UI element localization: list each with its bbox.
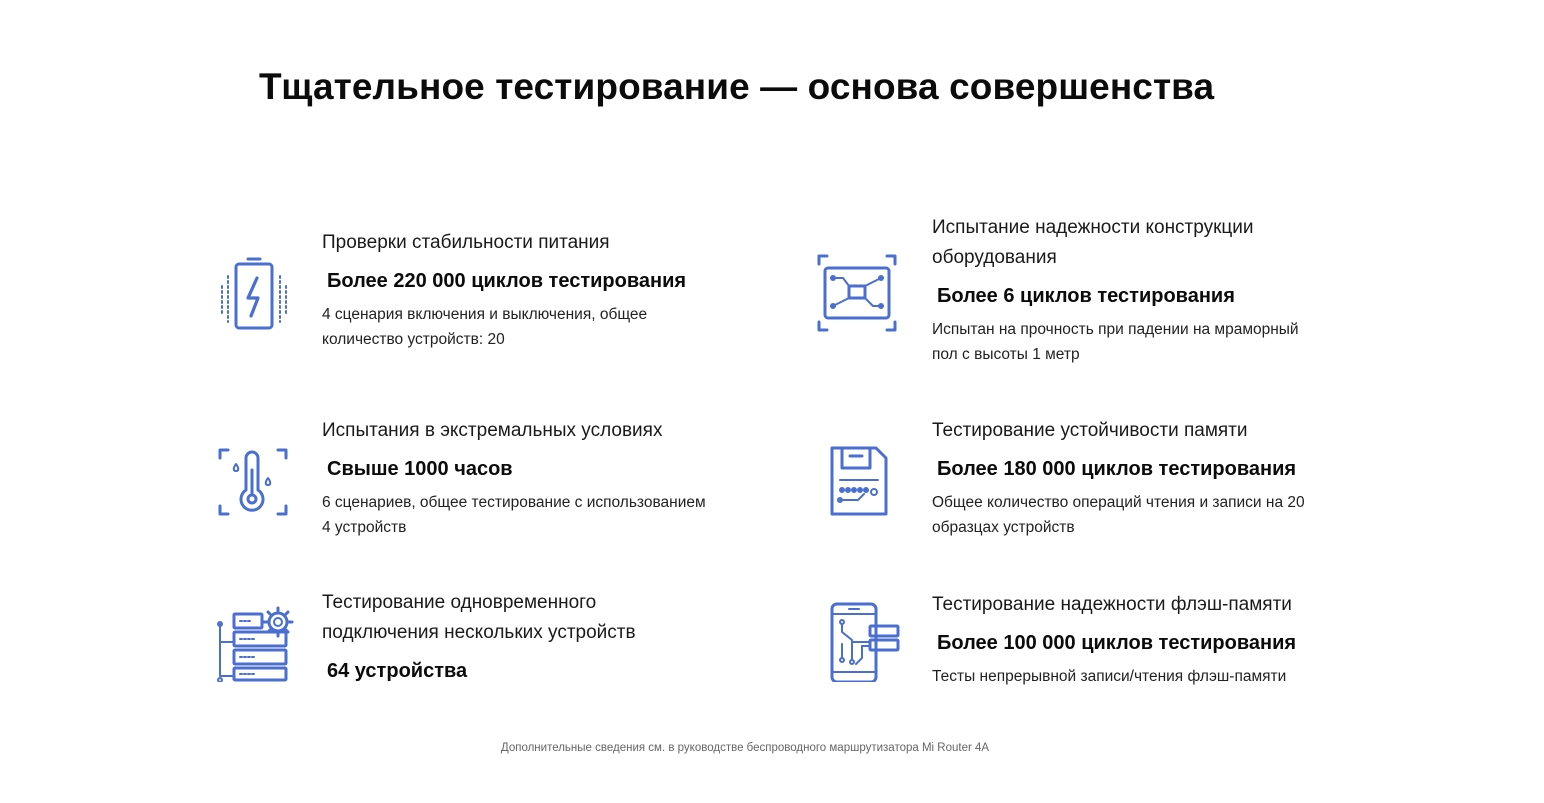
page-title: Тщательное тестирование — основа совершенства: [259, 66, 1215, 107]
feature-description: Тесты непрерывной записи/чтения флэш-памяти: [932, 668, 1287, 685]
feature-title: Испытания в экстремальных условиях: [322, 420, 663, 441]
feature-description: 4 сценария включения и выключения, общее количество устройств: 20: [322, 306, 648, 348]
feature-value: Более 100 000 циклов тестирования: [937, 632, 1297, 654]
feature-value: Более 220 000 циклов тестирования: [327, 270, 687, 292]
server-gear-icon: [214, 602, 294, 682]
feature-title: Проверки стабильности питания: [322, 232, 610, 253]
footnote: Дополнительные сведения см. в руководстве беспроводного маршрутизатора Mi Router 4A: [500, 742, 990, 754]
phone-flash-icon: [822, 602, 902, 682]
feature-title: Испытание надежности конструкции оборудования: [932, 217, 1254, 268]
feature-description: 6 сценариев, общее тестирование с использованием 4 устройств: [322, 494, 706, 536]
feature-value: 64 устройства: [327, 660, 468, 682]
feature-description: Испытан на прочность при падении на мраморный пол с высоты 1 метр: [932, 321, 1299, 363]
feature-title: Тестирование одновременного подключения нескольких устройств: [322, 592, 636, 643]
feature-description: Общее количество операций чтения и записи на 20 образцах устройств: [932, 494, 1305, 536]
feature-value: Более 180 000 циклов тестирования: [937, 458, 1297, 480]
feature-value: Более 6 циклов тестирования: [937, 285, 1235, 307]
feature-title: Тестирование устойчивости памяти: [932, 420, 1248, 441]
battery-charging-icon: [214, 256, 294, 336]
feature-title: Тестирование надежности флэш-памяти: [932, 594, 1292, 615]
circuit-board-icon: [817, 254, 897, 334]
memory-card-icon: [822, 442, 902, 522]
thermometer-icon: [214, 444, 294, 524]
feature-value: Свыше 1000 часов: [327, 458, 513, 480]
